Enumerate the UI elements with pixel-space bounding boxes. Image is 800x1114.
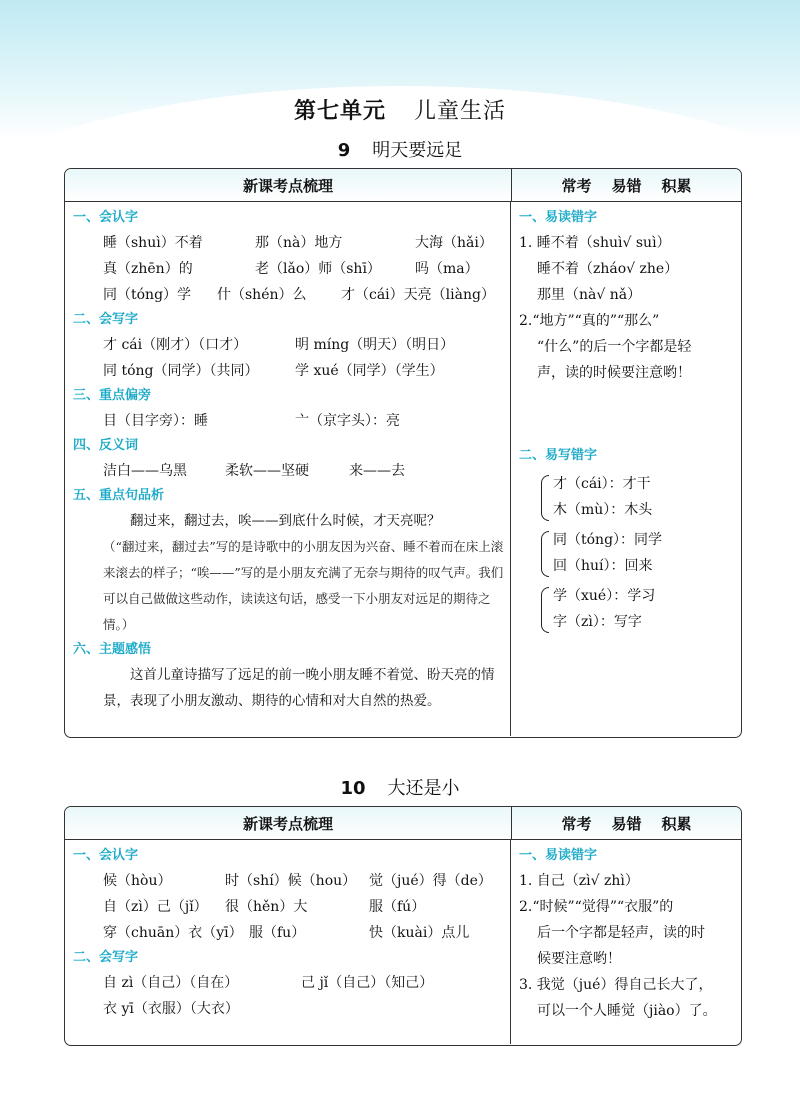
section-heading: 二、易写错字 (519, 448, 598, 463)
char-entry: 候（hòu） (103, 873, 172, 889)
left-column (65, 840, 511, 1044)
lesson-number: 10 (340, 778, 366, 799)
lesson-9-box (64, 168, 742, 738)
antonym-pair: 洁白——乌黑 (103, 463, 187, 479)
char-entry: 真（zhēn）的 (103, 261, 193, 277)
box-header (65, 169, 741, 202)
header-tag: 易错 (611, 814, 642, 833)
section-heading: 二、会写字 (73, 312, 139, 327)
char-entry: 很（hěn）大 (225, 899, 308, 915)
confusable-pair (519, 527, 735, 579)
lesson-10-title (0, 774, 800, 800)
section-heading: 一、会认字 (73, 210, 139, 225)
write-item: 回（huí）：回来 (553, 558, 653, 574)
read-item: 1. 睡不着（shuì√ suì） (519, 235, 671, 251)
char-entry: 那（nà）地方 (255, 235, 343, 251)
section-heading: 一、会认字 (73, 848, 139, 863)
box-header (65, 807, 741, 840)
unit-theme: 儿童生活 (414, 99, 507, 124)
header-tag: 积累 (661, 814, 692, 833)
char-row (73, 256, 504, 282)
char-entry: 睡（shuì）不着 (103, 235, 203, 251)
antonym-row (73, 458, 504, 484)
box-body (65, 840, 741, 1044)
header-left: 新课考点梳理 (65, 807, 512, 839)
right-column (511, 202, 741, 736)
read-item: 3. 我觉（jué）得自己长大了， (519, 977, 713, 993)
read-item: 后一个字都是轻声，读的时 (537, 925, 705, 941)
header-tag: 常考 (561, 814, 592, 833)
section-heading: 三、重点偏旁 (73, 388, 152, 403)
header-right (512, 169, 741, 201)
read-item: 候要注意哟！ (537, 951, 621, 967)
antonym-pair: 来——去 (349, 463, 405, 479)
header-tag: 积累 (661, 176, 692, 195)
header-tag: 易错 (611, 176, 642, 195)
header-tag: 常考 (561, 176, 592, 195)
write-entry: 衣 yī（衣服）（大衣） (103, 1001, 239, 1017)
write-row (73, 996, 504, 1022)
theme-text: 这首儿童诗描写了远足的前一晚小朋友睡不着觉、盼天亮的情景，表现了小朋友激动、期待的心情和对大自然的热爱。 (103, 667, 495, 709)
write-row (73, 332, 504, 358)
write-item: 学（xué）：学习 (553, 588, 656, 604)
right-column (511, 840, 741, 1044)
read-item: 可以一个人睡觉（jiào）了。 (537, 1003, 717, 1019)
char-entry: 快（kuài）点儿 (369, 925, 470, 941)
char-entry: 什（shén）么 (217, 287, 307, 303)
write-entry: 同 tóng（同学）（共同） (103, 363, 259, 379)
char-entry: 才（cái）天亮（liàng） (341, 287, 495, 303)
write-row (73, 358, 504, 384)
char-row (73, 868, 504, 894)
antonym-pair: 柔软——坚硬 (225, 463, 309, 479)
read-item: 睡不着（zháo√ zhe） (537, 261, 679, 277)
radical-entry: 目（目字旁）：睡 (103, 413, 208, 429)
char-row (73, 920, 504, 946)
sentence-analysis: （“翻过来，翻过去”写的是诗歌中的小朋友因为兴奋、睡不着而在床上滚来滚去的样子；“唉——”写的是小朋友充满了无奈与期待的叹气声。我们可以自己做做这些动作，读读这句话，感受一下小朋友对远足的期待之情。） (103, 539, 504, 632)
section-heading: 五、重点句品析 (73, 488, 165, 503)
read-item: 2.“时候”“觉得”“衣服”的 (519, 899, 674, 915)
write-row (73, 970, 504, 996)
write-entry: 明 míng（明天）（明日） (295, 337, 455, 353)
char-row (73, 230, 504, 256)
read-item: “什么”的后一个字都是轻 (537, 339, 692, 355)
radical-entry: 亠（京字头）：亮 (295, 413, 400, 429)
lesson-name: 明天要远足 (372, 140, 463, 161)
char-entry: 自（zì）己（jǐ） (103, 899, 208, 915)
write-entry: 学 xué（同学）（学生） (295, 363, 444, 379)
write-item: 木（mù）：木头 (553, 502, 653, 518)
write-entry: 自 zì（自己）（自在） (103, 975, 239, 991)
char-entry: 时（shí）候（hou） (225, 873, 357, 889)
char-row (73, 282, 504, 308)
section-heading: 六、主题感悟 (73, 642, 152, 657)
box-body (65, 202, 741, 736)
header-right (512, 807, 741, 839)
read-item: 声，读的时候要注意哟！ (537, 365, 691, 381)
char-entry: 服（fu） (249, 925, 306, 941)
char-entry: 老（lǎo）师（shī） (255, 261, 381, 277)
char-entry: 吗（ma） (415, 261, 479, 277)
char-entry: 服（fú） (369, 899, 426, 915)
write-item: 字（zì）：写字 (553, 614, 642, 630)
section-heading: 四、反义词 (73, 438, 139, 453)
lesson-10-box (64, 806, 742, 1046)
unit-title (0, 94, 800, 125)
write-entry: 才 cái（刚才）（口才） (103, 337, 248, 353)
read-item: 2.“地方”“真的”“那么” (519, 313, 660, 329)
section-heading: 一、易读错字 (519, 848, 598, 863)
brace-icon (541, 475, 549, 521)
brace-icon (541, 531, 549, 577)
char-entry: 大海（hǎi） (415, 235, 493, 251)
write-item: 同（tóng）：同学 (553, 532, 663, 548)
brace-icon (541, 587, 549, 633)
section-heading: 一、易读错字 (519, 210, 598, 225)
char-row (73, 894, 504, 920)
lesson-name: 大还是小 (387, 778, 460, 799)
confusable-pair (519, 583, 735, 635)
write-entry: 己 jǐ（自己）（知己） (301, 975, 434, 991)
char-entry: 穿（chuān）衣（yī） (103, 925, 243, 941)
unit-number: 第七单元 (293, 99, 386, 124)
key-sentence: 翻过来，翻过去，唉——到底什么时候，才天亮呢？ (130, 513, 441, 529)
section-heading: 二、会写字 (73, 950, 139, 965)
left-column (65, 202, 511, 736)
radical-row (73, 408, 504, 434)
confusable-pair (519, 471, 735, 523)
read-item: 1. 自己（zì√ zhì） (519, 873, 639, 889)
read-item: 那里（nà√ nǎ） (537, 287, 642, 303)
char-entry: 同（tóng）学 (103, 287, 192, 303)
lesson-9-title (0, 136, 800, 162)
char-entry: 觉（jué）得（de） (369, 873, 492, 889)
lesson-number: 9 (337, 140, 351, 161)
write-item: 才（cái）：才干 (553, 476, 651, 492)
header-left: 新课考点梳理 (65, 169, 512, 201)
